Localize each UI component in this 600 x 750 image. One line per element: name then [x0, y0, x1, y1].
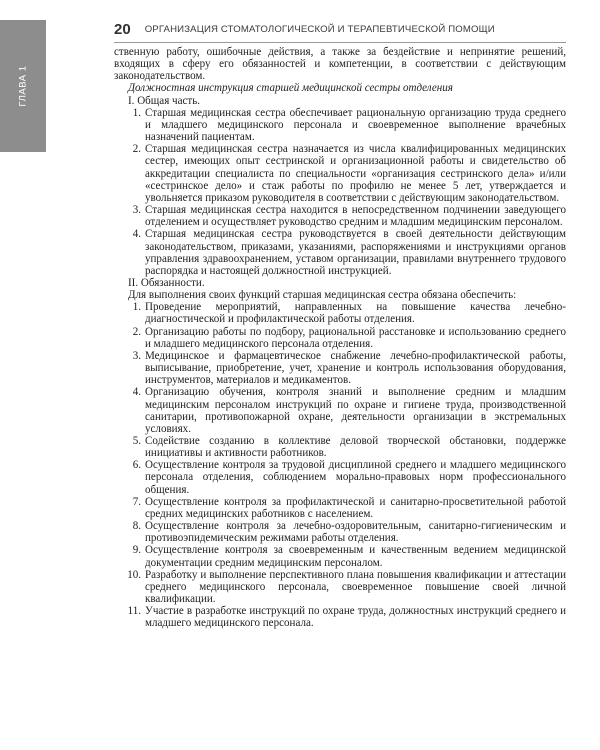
- list-item-number: 5.: [132, 435, 141, 447]
- page-body: [114, 46, 566, 630]
- list-item-text: Организацию работы по подбору, рациональной расстановке и использованию среднего и младшего медицинского персонала отделения.: [145, 325, 566, 350]
- section-2-list: [114, 301, 566, 629]
- list-item-number: 10.: [127, 568, 141, 581]
- page-header: [114, 17, 566, 41]
- list-item: [114, 228, 566, 277]
- list-item-number: 4.: [132, 386, 141, 399]
- list-item-text: Осуществление контроля за профилактической и санитарно-просветительной работой средних медицинских работников с населением.: [145, 495, 566, 520]
- list-item: [114, 326, 566, 350]
- list-item: [114, 386, 566, 435]
- list-item-text: Старшая медицинская сестра обеспечивает рациональную организацию труда среднего и младшего медицинского персонала и своевременное выполнение врачебных назначений пациентам.: [145, 106, 566, 144]
- list-item-text: Разработку и выполнение перспективного плана повышения квалификации и аттестации среднего медицинского персонала, своевременное повышение своей личной квалификации.: [145, 568, 566, 606]
- list-item: [114, 605, 566, 629]
- list-item-number: 1.: [132, 106, 141, 119]
- running-title: ОРГАНИЗАЦИЯ СТОМАТОЛОГИЧЕСКОЙ И ТЕРАПЕВТИЧЕСКОЙ ПОМОЩИ: [144, 23, 495, 35]
- list-item-text: Содействие созданию в коллективе деловой творческой обстановки, поддержке инициативы и активности работников.: [145, 435, 566, 460]
- list-item-number: 9.: [132, 544, 141, 557]
- list-item-text: Осуществление контроля за лечебно-оздоровительным, санитарно-гигиеническим и противоэпидемическим режимами работы отделения.: [145, 520, 566, 545]
- list-item-number: 1.: [132, 301, 141, 314]
- list-item: [114, 350, 566, 386]
- chapter-label: ГЛАВА 1: [17, 65, 29, 107]
- list-item-number: 11.: [127, 605, 141, 618]
- list-item: [114, 301, 566, 325]
- section-1-list: [114, 107, 566, 277]
- section-2-lead: Для выполнения своих функций старшая медицинская сестра обязана обеспечить:: [128, 289, 517, 302]
- list-item: [114, 435, 566, 459]
- list-item-number: 6.: [132, 459, 141, 472]
- list-item-number: 3.: [132, 204, 141, 217]
- list-item-number: 2.: [132, 325, 141, 338]
- list-item-number: 4.: [132, 228, 141, 241]
- list-item-text: Организацию обучения, контроля знаний и выполнение средним и младшим медицинским персоналом инструкций по охране и гигиене труда, производственной санитарии, противопожарной охране, деятельности организации в экстремальных условиях.: [145, 386, 566, 435]
- list-item: [114, 204, 566, 228]
- section-1-title: I. Общая часть.: [128, 94, 201, 107]
- document-title: Должностная инструкция старшей медицинской сестры отделения: [128, 82, 453, 95]
- list-item: [114, 520, 566, 544]
- list-item-text: Осуществление контроля за трудовой дисциплиной среднего и младшего медицинского персонала отделения, соблюдением морально-правовых норм профессионального общения.: [145, 459, 566, 496]
- list-item-number: 3.: [132, 349, 141, 362]
- list-item-number: 2.: [132, 143, 141, 156]
- list-item-number: 8.: [132, 520, 141, 533]
- chapter-side-tab: [0, 20, 46, 152]
- list-item: [114, 569, 566, 605]
- list-item: [114, 459, 566, 495]
- list-item-number: 7.: [132, 495, 141, 508]
- list-item: [114, 143, 566, 204]
- list-item-text: Старшая медицинская сестра руководствуется в своей деятельности действующим законодательством, приказами, указаниями, распоряжениями и инструкциями органов управления здравоохранением, уставом организации, правилами внутреннего трудового распорядка и настоящей должностной инструкцией.: [145, 228, 566, 277]
- intro-paragraph: ственную работу, ошибочные действия, а также за бездействие и непринятие решений, входящих в сферу его обязанностей и компетенции, в соответствии с действующим законодательством.: [114, 46, 566, 83]
- page-number: 20: [114, 20, 131, 38]
- list-item-text: Участие в разработке инструкций по охране труда, должностных инструкций среднего и младшего медицинского персонала.: [145, 605, 566, 630]
- list-item: [114, 544, 566, 568]
- list-item: [114, 107, 566, 143]
- list-item: [114, 496, 566, 520]
- list-item-text: Старшая медицинская сестра назначается из числа квалифицированных медицинских сестер, имеющих опыт сестринской и организационной работы и свидетельство об аккредитации специалиста по специальности «организация сестринского дела» и/или «сестринское дело» и стаж работы по профилю не менее 5 лет, утверждается и увольняется приказом руководителя в соответствии с действующим законодательством.: [145, 143, 566, 204]
- header-rule: [114, 42, 566, 43]
- list-item-text: Проведение мероприятий, направленных на повышение качества лечебно-диагностической и профилактической работы отделения.: [145, 301, 566, 326]
- list-item-text: Старшая медицинская сестра находится в непосредственном подчинении заведующего отделением и осуществляет руководство средним и младшим медицинским персоналом.: [145, 204, 566, 229]
- list-item-text: Медицинское и фармацевтическое снабжение лечебно-профилактической работы, выписывание, приобретение, учет, хранение и контроль использования оборудования, инструментов, материалов и медикаментов.: [145, 349, 566, 387]
- section-2-title: II. Обязанности.: [128, 276, 205, 289]
- list-item-text: Осуществление контроля за своевременным и качественным ведением медицинской документации средним медицинским персоналом.: [145, 544, 566, 569]
